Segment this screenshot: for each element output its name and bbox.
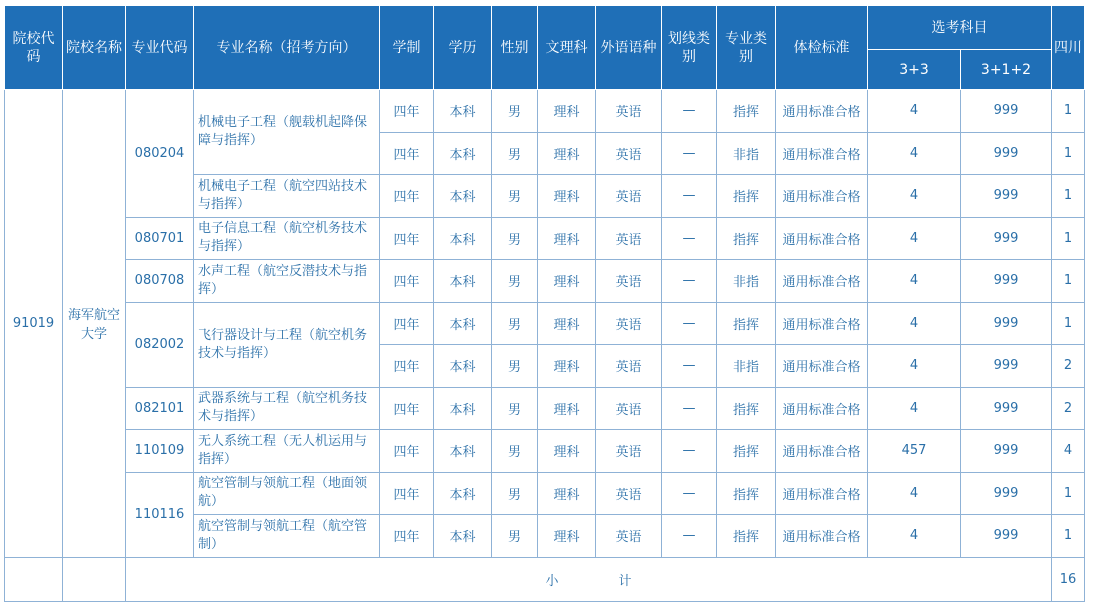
physical-cell: 通用标准合格 [776,515,868,558]
subject-312-cell: 999 [961,90,1052,133]
header-language: 外语语种 [596,6,662,90]
line-type-cell: — [662,472,717,515]
line-type-cell: — [662,515,717,558]
count-cell: 1 [1052,472,1085,515]
physical-cell: 通用标准合格 [776,472,868,515]
summary-empty-cell [63,557,126,601]
summary-row [5,557,1085,601]
line-type-cell: — [662,430,717,473]
header-sub-33: 3+3 [868,50,961,90]
line-type-cell: — [662,260,717,303]
subject-312-cell: 999 [961,217,1052,260]
arts-science-cell: 理科 [538,387,596,430]
physical-cell: 通用标准合格 [776,345,868,388]
gender-cell: 男 [492,260,538,303]
major-name-cell: 飞行器设计与工程（航空机务技术与指挥） [194,302,380,387]
count-cell: 2 [1052,387,1085,430]
gender-cell: 男 [492,90,538,133]
arts-science-cell: 理科 [538,515,596,558]
duration-cell: 四年 [380,302,434,345]
header-major-name: 专业名称（招考方向） [194,6,380,90]
subject-312-cell: 999 [961,387,1052,430]
line-type-cell: — [662,90,717,133]
gender-cell: 男 [492,515,538,558]
line-type-cell: — [662,217,717,260]
physical-cell: 通用标准合格 [776,260,868,303]
header-school-name: 院校名称 [63,6,126,90]
gender-cell: 男 [492,175,538,218]
education-cell: 本科 [434,345,492,388]
major-code-cell: 080701 [126,217,194,260]
subject-312-cell: 999 [961,345,1052,388]
education-cell: 本科 [434,387,492,430]
header-sub-312: 3+1+2 [961,50,1052,90]
arts-science-cell: 理科 [538,430,596,473]
subject-33-cell: 4 [868,472,961,515]
subject-33-cell: 4 [868,90,961,133]
table-row [5,472,1085,515]
education-cell: 本科 [434,430,492,473]
subject-33-cell: 4 [868,217,961,260]
header-gender: 性别 [492,6,538,90]
education-cell: 本科 [434,90,492,133]
count-cell: 1 [1052,132,1085,175]
line-type-cell: — [662,302,717,345]
table-row [5,260,1085,303]
major-name-cell: 武器系统与工程（航空机务技术与指挥） [194,387,380,430]
major-name-cell: 电子信息工程（航空机务技术与指挥） [194,217,380,260]
duration-cell: 四年 [380,90,434,133]
header-major-type: 专业类别 [717,6,776,90]
major-code-cell: 082002 [126,302,194,387]
table-row [5,217,1085,260]
physical-cell: 通用标准合格 [776,430,868,473]
count-cell: 4 [1052,430,1085,473]
major-type-cell: 非指 [717,132,776,175]
education-cell: 本科 [434,472,492,515]
major-type-cell: 指挥 [717,90,776,133]
subtotal-label-a: 小 [545,573,559,589]
physical-cell: 通用标准合格 [776,387,868,430]
arts-science-cell: 理科 [538,132,596,175]
line-type-cell: — [662,345,717,388]
school-code-cell: 91019 [5,90,63,558]
major-type-cell: 非指 [717,345,776,388]
arts-science-cell: 理科 [538,345,596,388]
duration-cell: 四年 [380,345,434,388]
education-cell: 本科 [434,217,492,260]
arts-science-cell: 理科 [538,175,596,218]
education-cell: 本科 [434,302,492,345]
subject-33-cell: 4 [868,175,961,218]
major-type-cell: 指挥 [717,302,776,345]
major-code-cell: 080204 [126,90,194,218]
physical-cell: 通用标准合格 [776,175,868,218]
header-major-code: 专业代码 [126,6,194,90]
gender-cell: 男 [492,302,538,345]
header-province: 四川 [1052,6,1085,90]
duration-cell: 四年 [380,430,434,473]
subject-33-cell: 4 [868,132,961,175]
header-row [5,6,1085,50]
major-name-cell: 航空管制与领航工程（地面领航） [194,472,380,515]
subject-33-cell: 4 [868,260,961,303]
language-cell: 英语 [596,515,662,558]
subject-312-cell: 999 [961,430,1052,473]
line-type-cell: — [662,175,717,218]
subject-33-cell: 4 [868,302,961,345]
duration-cell: 四年 [380,217,434,260]
gender-cell: 男 [492,472,538,515]
major-name-cell: 机械电子工程（舰载机起降保障与指挥） [194,90,380,175]
count-cell: 2 [1052,345,1085,388]
subject-312-cell: 999 [961,515,1052,558]
language-cell: 英语 [596,175,662,218]
count-cell: 1 [1052,260,1085,303]
header-subjects: 选考科目 [868,6,1052,50]
major-type-cell: 指挥 [717,175,776,218]
subject-33-cell: 4 [868,387,961,430]
gender-cell: 男 [492,430,538,473]
major-type-cell: 指挥 [717,430,776,473]
subtotal-value: 16 [1052,557,1085,601]
subtotal-label [126,557,1052,601]
major-code-cell: 080708 [126,260,194,303]
major-code-cell: 110109 [126,430,194,473]
major-type-cell: 指挥 [717,472,776,515]
subject-312-cell: 999 [961,132,1052,175]
major-name-cell: 水声工程（航空反潜技术与指挥） [194,260,380,303]
arts-science-cell: 理科 [538,90,596,133]
duration-cell: 四年 [380,387,434,430]
language-cell: 英语 [596,90,662,133]
physical-cell: 通用标准合格 [776,132,868,175]
major-code-cell: 110116 [126,472,194,557]
arts-science-cell: 理科 [538,302,596,345]
physical-cell: 通用标准合格 [776,90,868,133]
major-type-cell: 指挥 [717,217,776,260]
count-cell: 1 [1052,515,1085,558]
language-cell: 英语 [596,430,662,473]
language-cell: 英语 [596,260,662,303]
enrollment-table [4,5,1085,602]
gender-cell: 男 [492,132,538,175]
subject-312-cell: 999 [961,302,1052,345]
subject-312-cell: 999 [961,472,1052,515]
arts-science-cell: 理科 [538,260,596,303]
duration-cell: 四年 [380,472,434,515]
major-type-cell: 非指 [717,260,776,303]
major-type-cell: 指挥 [717,515,776,558]
duration-cell: 四年 [380,175,434,218]
gender-cell: 男 [492,387,538,430]
count-cell: 1 [1052,217,1085,260]
education-cell: 本科 [434,175,492,218]
language-cell: 英语 [596,387,662,430]
education-cell: 本科 [434,132,492,175]
count-cell: 1 [1052,175,1085,218]
duration-cell: 四年 [380,515,434,558]
subject-312-cell: 999 [961,260,1052,303]
duration-cell: 四年 [380,132,434,175]
subject-33-cell: 457 [868,430,961,473]
subtotal-label-b: 计 [618,573,632,589]
language-cell: 英语 [596,302,662,345]
line-type-cell: — [662,387,717,430]
subject-312-cell: 999 [961,175,1052,218]
duration-cell: 四年 [380,260,434,303]
major-type-cell: 指挥 [717,387,776,430]
language-cell: 英语 [596,217,662,260]
gender-cell: 男 [492,217,538,260]
major-code-cell: 082101 [126,387,194,430]
line-type-cell: — [662,132,717,175]
school-name-cell: 海军航空大学 [63,90,126,558]
language-cell: 英语 [596,132,662,175]
header-duration: 学制 [380,6,434,90]
table-row [5,387,1085,430]
header-education: 学历 [434,6,492,90]
education-cell: 本科 [434,260,492,303]
education-cell: 本科 [434,515,492,558]
header-arts-science: 文理科 [538,6,596,90]
language-cell: 英语 [596,345,662,388]
header-school-code: 院校代码 [5,6,63,90]
physical-cell: 通用标准合格 [776,217,868,260]
subject-33-cell: 4 [868,345,961,388]
physical-cell: 通用标准合格 [776,302,868,345]
count-cell: 1 [1052,302,1085,345]
header-line-type: 划线类别 [662,6,717,90]
major-name-cell: 无人系统工程（无人机运用与指挥） [194,430,380,473]
subject-33-cell: 4 [868,515,961,558]
arts-science-cell: 理科 [538,217,596,260]
language-cell: 英语 [596,472,662,515]
major-name-cell: 机械电子工程（航空四站技术与指挥） [194,175,380,218]
arts-science-cell: 理科 [538,472,596,515]
gender-cell: 男 [492,345,538,388]
table-row [5,430,1085,473]
table-row [5,90,1085,133]
table-row [5,302,1085,345]
major-name-cell: 航空管制与领航工程（航空管制） [194,515,380,558]
header-physical: 体检标准 [776,6,868,90]
summary-empty-cell [5,557,63,601]
count-cell: 1 [1052,90,1085,133]
